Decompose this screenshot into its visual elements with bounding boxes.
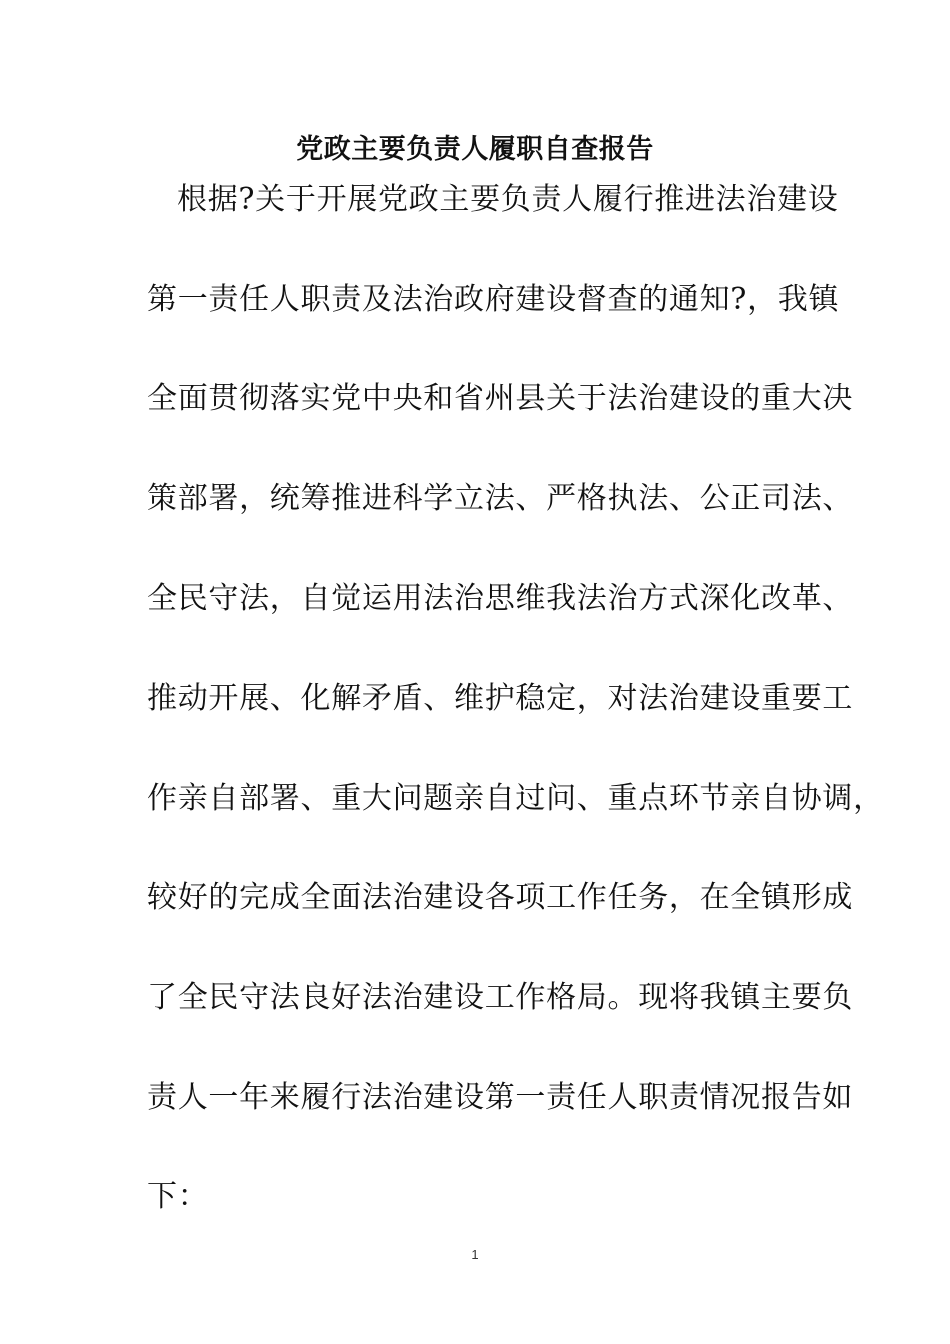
paragraph-line: 了全民守法良好法治建设工作格局。现将我镇主要负	[147, 980, 854, 1015]
paragraph-line: 作亲自部署、重大问题亲自过问、重点环节亲自协调，	[147, 781, 884, 816]
paragraph-line: 根据?关于开展党政主要负责人履行推进法治建设	[177, 182, 839, 217]
document-title: 党政主要负责人履职自查报告	[296, 134, 654, 165]
paragraph-line: 全民守法，自觉运用法治思维我法治方式深化改革、	[147, 581, 854, 616]
paragraph-line: 推动开展、化解矛盾、维护稳定，对法治建设重要工	[147, 681, 854, 716]
paragraph-line: 策部署，统筹推进科学立法、严格执法、公正司法、	[147, 481, 854, 516]
paragraph-line: 全面贯彻落实党中央和省州县关于法治建设的重大决	[147, 381, 854, 416]
paragraph-line: 下：	[147, 1179, 209, 1214]
page-number: 1	[471, 1247, 479, 1262]
paragraph-line: 第一责任人职责及法治政府建设督查的通知?，我镇	[147, 282, 840, 317]
paragraph-line: 责人一年来履行法治建设第一责任人职责情况报告如	[147, 1080, 854, 1115]
paragraph-line: 较好的完成全面法治建设各项工作任务，在全镇形成	[147, 880, 854, 915]
